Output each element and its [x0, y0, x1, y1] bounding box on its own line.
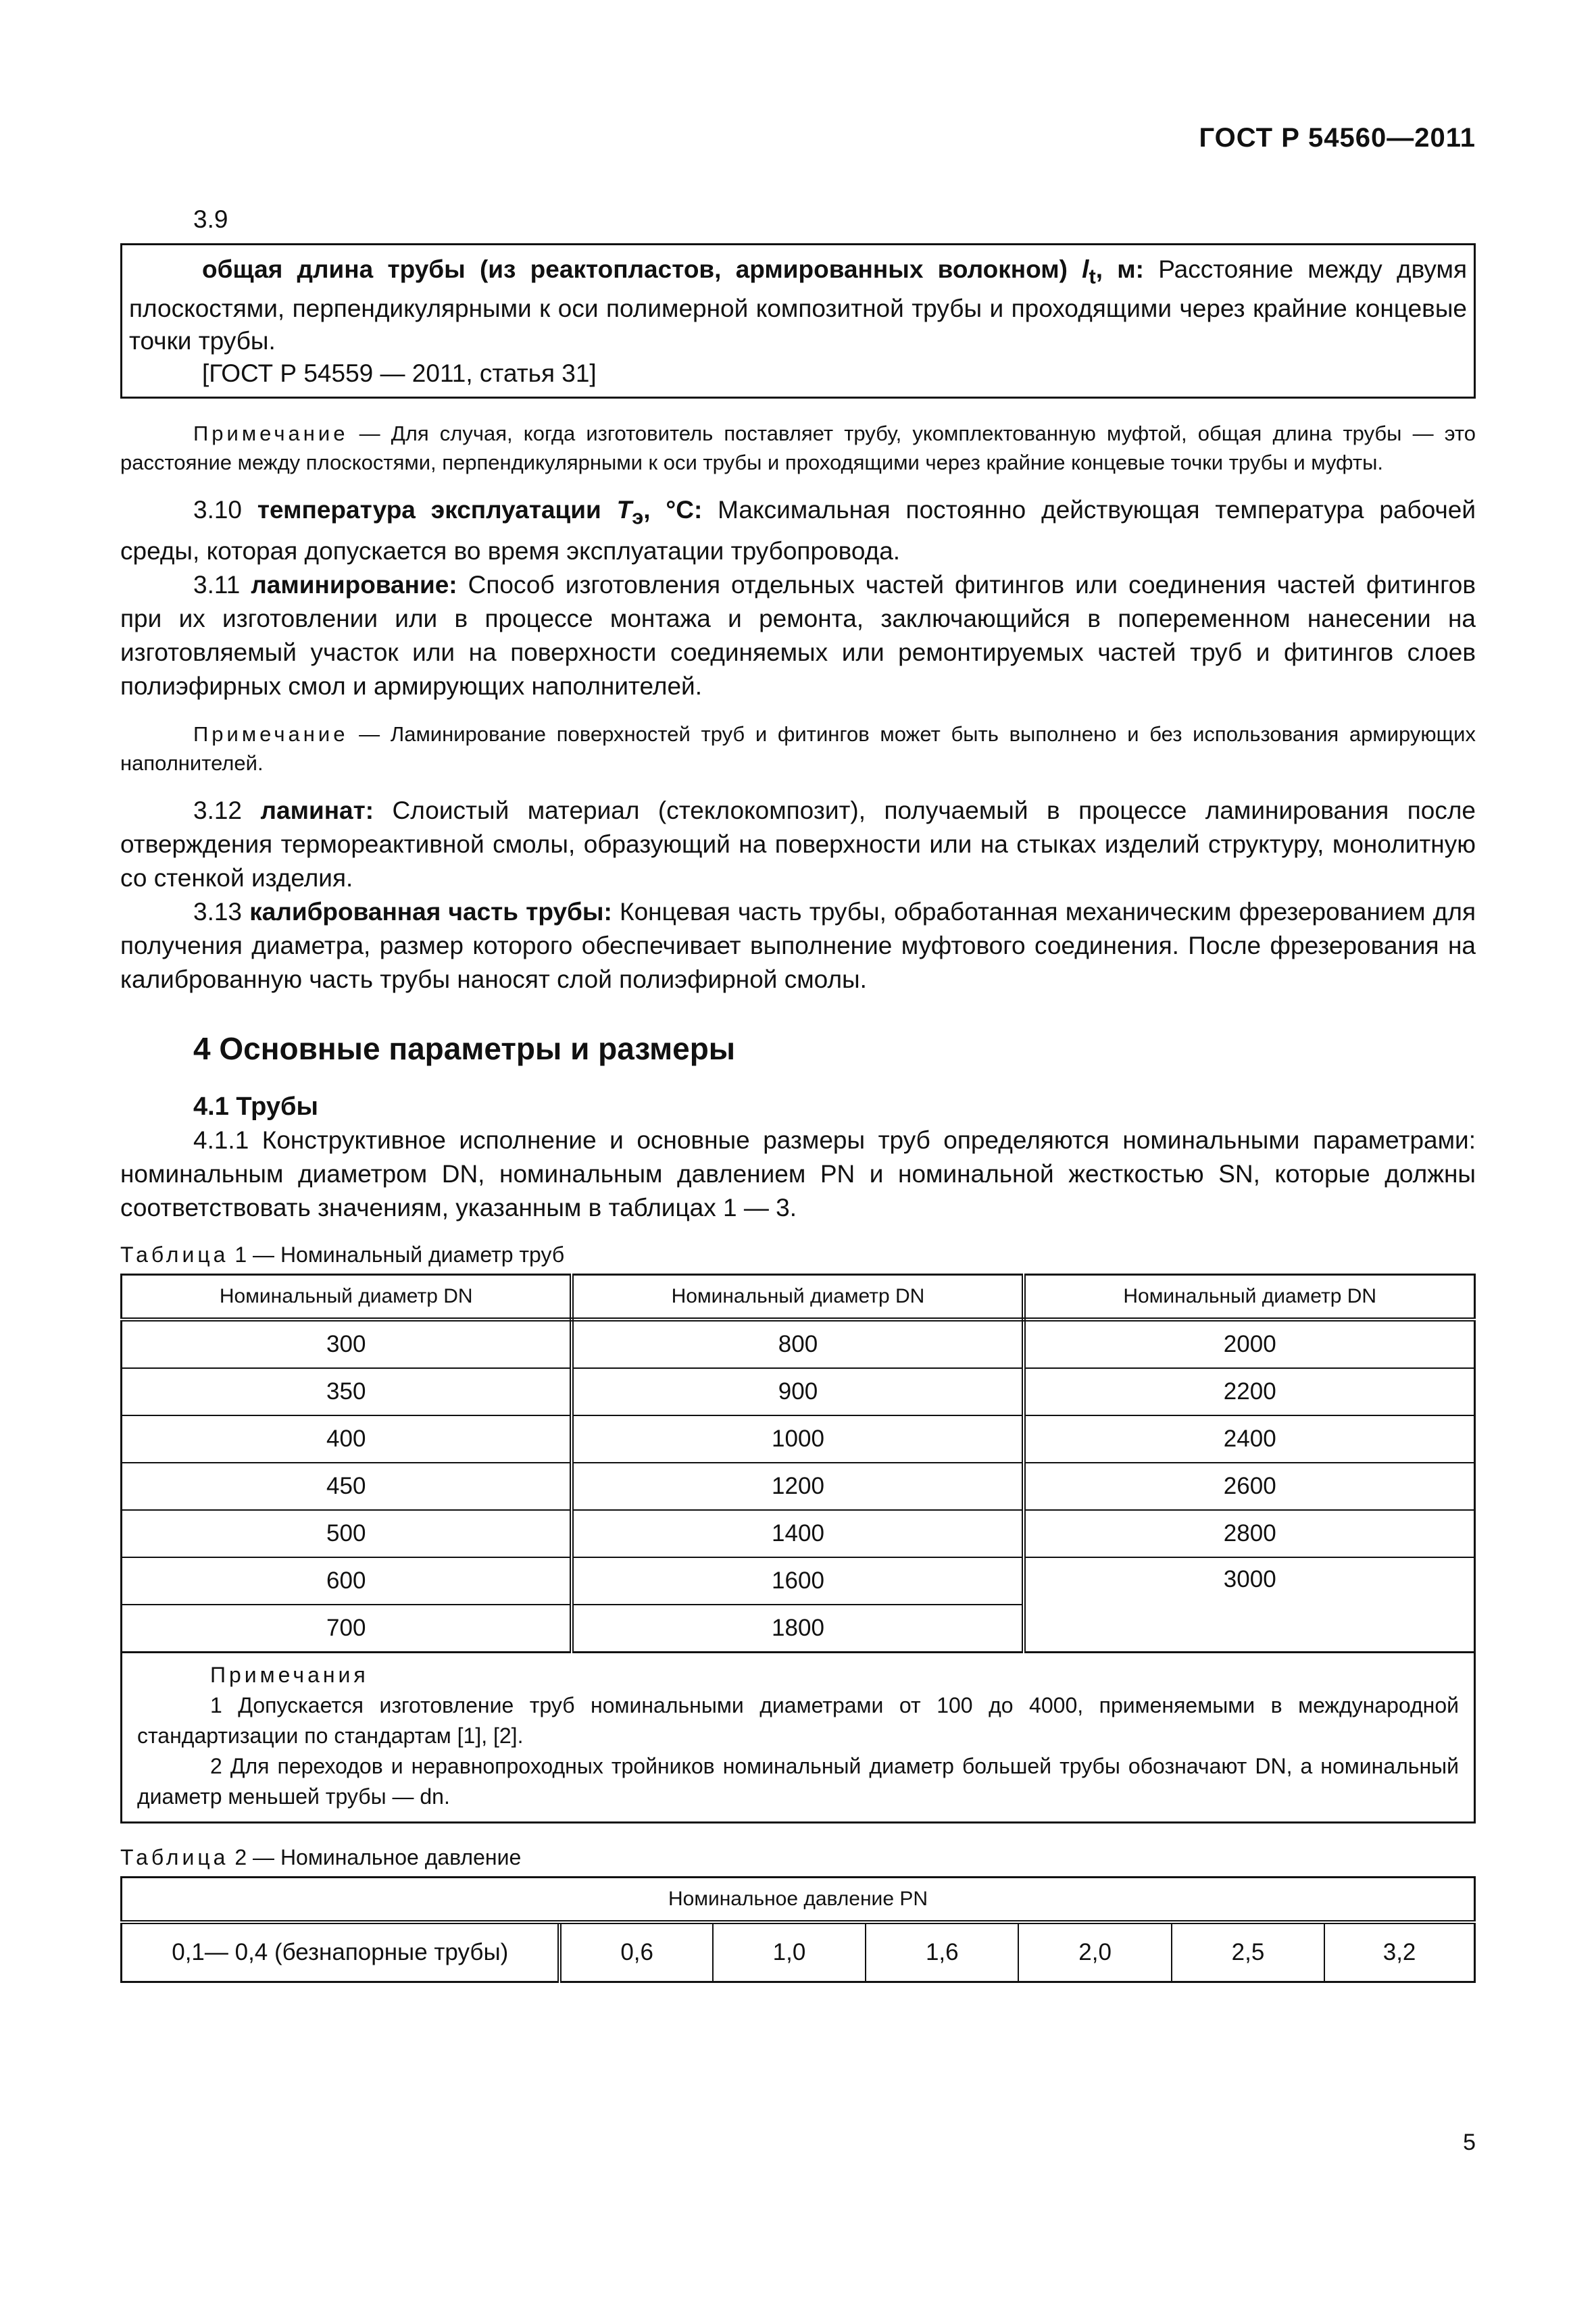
table-1-caption [120, 1240, 1476, 1269]
table-1-header-row [122, 1274, 1475, 1319]
table-1-cell: 1000 [572, 1415, 1024, 1463]
clause-3-9-number: 3.9 [193, 205, 228, 233]
clause-3-10-definition: Максимальная постоянно действующая температура рабочей среды, которая допускается во время эксплуатации трубопровода. [120, 496, 1476, 565]
table-2-caption-text: 2 — Номинальное давление [228, 1844, 522, 1869]
table-2-cell: 2,5 [1172, 1922, 1324, 1982]
clause-3-12 [120, 794, 1476, 895]
table-row [122, 1415, 1475, 1463]
table-2-cell: 0,6 [559, 1922, 712, 1982]
table-row [122, 1319, 1475, 1368]
table-2-cell: 1,6 [866, 1922, 1018, 1982]
standard-code: ГОСТ Р 54560—2011 [1199, 123, 1476, 153]
table-1-cell: 900 [572, 1368, 1024, 1415]
clause-3-10 [120, 493, 1476, 568]
clause-3-11 [120, 568, 1476, 703]
clause-3-13-term: калиброванная часть трубы: [249, 897, 612, 926]
table-row [122, 1557, 1475, 1605]
clause-3-12-definition: Слоистый материал (стеклокомпозит), получаемый в процессе ламинирования после отверждения термореактивной смолы, образующий на поверхности или на стыках изделий структуру, монолитную со стенкой изделия. [120, 796, 1476, 892]
clause-3-9-definition: Расстояние между двумя плоскостями, перпендикулярными к оси полимерной композитной трубы и проходящими через крайние концевые точки трубы. [129, 255, 1467, 355]
note-2-label: Примечание [193, 722, 349, 746]
table-1-notes-label: Примечания [210, 1662, 369, 1687]
clause-3-11-term: ламинирование: [251, 570, 457, 599]
table-1-cell: 300 [122, 1319, 572, 1368]
clause-4-1-1: 4.1.1 Конструктивное исполнение и основные размеры труб определяются номинальными параметрами: номинальным диаметром DN, номинальным давлением PN и номинальной жесткостью SN, которые должны соответствовать значениям, указанным в таблицах 1 — 3. [120, 1126, 1476, 1222]
clause-3-10-unit: , °С: [643, 496, 703, 524]
clause-3-10-term: температура эксплуатации [257, 496, 617, 524]
table-1-cell: 2000 [1024, 1319, 1474, 1368]
table-2-cell: 3,2 [1324, 1922, 1474, 1982]
note-1-text: — Для случая, когда изготовитель поставляет трубу, укомплектованную муфтой, общая длина трубы — это расстояние между плоскостями, перпендикулярными к оси трубы и проходящими через крайние концевые точки трубы и муфты. [120, 422, 1476, 475]
table-1-cell: 800 [572, 1319, 1024, 1368]
table-2-header-row [122, 1877, 1475, 1922]
table-row [122, 1922, 1475, 1982]
table-1-cell: 2600 [1024, 1463, 1474, 1510]
table-1-cell: 1800 [572, 1605, 1024, 1653]
table-1 [120, 1274, 1476, 1653]
clause-3-11-number: 3.11 [193, 570, 251, 599]
clause-3-10-symbol: T [616, 496, 632, 524]
clause-3-9-box [120, 243, 1476, 399]
note-1 [120, 419, 1476, 477]
clause-3-12-number: 3.12 [193, 796, 261, 824]
table-1-cell: 400 [122, 1415, 572, 1463]
page-number: 5 [1463, 2130, 1476, 2155]
clause-3-9-subscript: t [1089, 264, 1096, 288]
note-2 [120, 720, 1476, 778]
table-2-cell: 1,0 [713, 1922, 866, 1982]
table-1-cell: 600 [122, 1557, 572, 1605]
clause-3-13-definition: Концевая часть трубы, обработанная механическим фрезерованием для получения диаметра, размер которого обеспечивает выполнение муфтового соединения. После фрезерования на калиброванную часть трубы наносят слой полиэфирной смолы. [120, 897, 1476, 993]
subsection-4-1-title: 4.1 Трубы [193, 1092, 318, 1121]
table-1-cell: 1400 [572, 1510, 1024, 1557]
table-1-cell: 1200 [572, 1463, 1024, 1510]
table-2-header: Номинальное давление PN [122, 1877, 1475, 1922]
table-2 [120, 1876, 1476, 1983]
table-row [122, 1463, 1475, 1510]
table-1-cell: 3000 [1024, 1557, 1474, 1653]
table-1-notes [120, 1653, 1476, 1823]
table-row [122, 1368, 1475, 1415]
table-1-cell: 450 [122, 1463, 572, 1510]
note-2-text: — Ламинирование поверхностей труб и фитингов может быть выполнено и без использования армирующих наполнителей. [120, 722, 1476, 775]
table-1-cell: 350 [122, 1368, 572, 1415]
table-1-header-col1: Номинальный диаметр DN [122, 1274, 572, 1319]
table-1-cell: 500 [122, 1510, 572, 1557]
table-2-cell: 0,1— 0,4 (безнапорные трубы) [122, 1922, 560, 1982]
clause-3-13 [120, 895, 1476, 997]
clause-3-10-number: 3.10 [193, 496, 257, 524]
table-1-caption-label: Таблица [120, 1242, 229, 1267]
clause-3-9-unit: , м: [1095, 255, 1144, 283]
table-2-caption [120, 1842, 1476, 1872]
table-1-cell: 1600 [572, 1557, 1024, 1605]
clause-3-9-text [129, 253, 1467, 357]
clause-3-9-symbol: l [1082, 255, 1089, 283]
section-4-title: 4 Основные параметры и размеры [193, 1030, 736, 1066]
clause-3-9-term: общая длина трубы (из реактопластов, армированных волокном) [202, 255, 1082, 283]
table-1-cell: 700 [122, 1605, 572, 1653]
table-1-header-col3: Номинальный диаметр DN [1024, 1274, 1474, 1319]
table-1-header-col2: Номинальный диаметр DN [572, 1274, 1024, 1319]
clause-3-13-number: 3.13 [193, 897, 250, 926]
table-2-cell: 2,0 [1018, 1922, 1171, 1982]
table-2-caption-label: Таблица [120, 1844, 229, 1869]
table-1-cell: 2400 [1024, 1415, 1474, 1463]
table-1-cell: 2800 [1024, 1510, 1474, 1557]
clause-3-9-reference: [ГОСТ Р 54559 — 2011, статья 31] [202, 359, 597, 388]
table-1-caption-text: 1 — Номинальный диаметр труб [228, 1242, 565, 1267]
table-row [122, 1510, 1475, 1557]
clause-3-11-definition: Способ изготовления отдельных частей фитингов или соединения частей фитингов при их изготовлении или в процессе монтажа и ремонта, заключающийся в попеременном нанесении на изготовляемый участок или на поверхности соединяемых или ремонтируемых частей труб и фитингов слоев полиэфирных смол и армирующих наполнителей. [120, 570, 1476, 700]
clause-3-10-subscript: э [632, 505, 644, 529]
clause-3-12-term: ламинат: [260, 796, 374, 824]
note-1-label: Примечание [193, 422, 349, 446]
table-1-cell: 2200 [1024, 1368, 1474, 1415]
table-1-note-2: 2 Для переходов и неравнопроходных тройников номинальный диаметр большей трубы обозначают DN, а номинальный диаметр меньшей трубы — dn. [137, 1753, 1459, 1809]
page-content [120, 203, 1476, 1983]
table-1-note-1: 1 Допускается изготовление труб номинальными диаметрами от 100 до 4000, применяемыми в международной стандартизации по стандартам [1], [2]. [137, 1692, 1459, 1748]
